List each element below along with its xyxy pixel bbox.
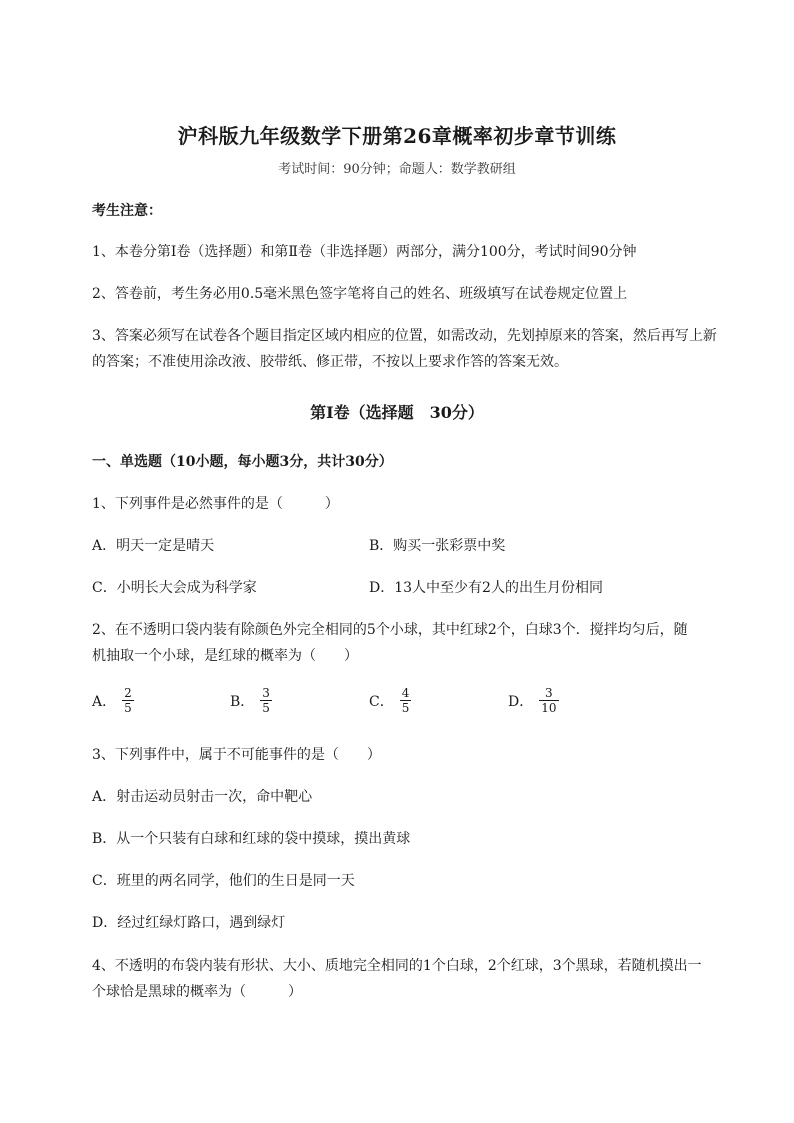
question-3-option-b: B．从一个只装有白球和红球的袋中摸球，摸出黄球 <box>92 831 411 847</box>
option-label: D． <box>508 693 534 710</box>
notice-item: 2、答卷前，考生务必用0.5毫米黑色签字笔将自己的姓名、班级填写在试卷规定位置上 <box>92 286 628 302</box>
question-1-stem: 1、下列事件是必然事件的是（ ） <box>92 496 339 512</box>
notice-item: 3、答案必须写在试卷各个题目指定区域内相应的位置，如需改动，先划掉原来的答案，然后再写上新 <box>92 328 717 344</box>
part-heading: 一、单选题（10小题，每小题3分，共计30分） <box>92 454 393 470</box>
question-3-option-d: D．经过红绿灯路口，遇到绿灯 <box>92 915 286 931</box>
question-2-option-d <box>508 686 559 715</box>
question-4-stem: 个球恰是黑球的概率为（ ） <box>92 984 302 1000</box>
fraction-numerator: 3 <box>539 686 558 701</box>
question-3-stem: 3、下列事件中，属于不可能事件的是（ ） <box>92 747 381 763</box>
question-1-option-b: B．购买一张彩票中奖 <box>369 538 506 554</box>
question-1-option-a: A．明天一定是晴天 <box>92 538 215 554</box>
question-3-option-c: C．班里的两名同学，他们的生日是同一天 <box>92 873 355 889</box>
fraction <box>122 686 134 715</box>
section-title: 第Ⅰ卷（选择题 30分） <box>310 403 484 422</box>
question-2-option-b <box>230 686 272 715</box>
fraction-denominator: 5 <box>401 701 410 715</box>
option-label: B． <box>230 693 255 710</box>
fraction-denominator: 5 <box>262 701 270 715</box>
fraction <box>400 686 412 715</box>
question-2-option-c <box>369 686 411 715</box>
option-label: C． <box>369 693 394 710</box>
fraction <box>260 686 272 715</box>
page-title: 沪科版九年级数学下册第26章概率初步章节训练 <box>177 124 617 148</box>
fraction-numerator: 2 <box>124 686 132 700</box>
fraction-denominator: 10 <box>541 701 557 715</box>
question-2-stem: 2、在不透明口袋内装有除颜色外完全相同的5个小球，其中红球2个，白球3个．搅拌均匀后，随 <box>92 622 688 638</box>
question-2-option-a <box>92 686 134 715</box>
fraction-numerator: 3 <box>262 686 270 700</box>
question-2-stem: 机抽取一个小球，是红球的概率为（ ） <box>92 648 358 664</box>
question-1-option-d: D．13人中至少有2人的出生月份相同 <box>369 580 603 596</box>
question-3-option-a: A．射击运动员射击一次，命中靶心 <box>92 789 313 805</box>
notice-heading: 考生注意： <box>92 203 162 219</box>
fraction-numerator: 4 <box>401 686 410 700</box>
exam-subtitle: 考试时间：90分钟；命题人：数学教研组 <box>278 162 516 177</box>
notice-item: 的答案；不准使用涂改液、胶带纸、修正带，不按以上要求作答的答案无效。 <box>92 354 568 370</box>
fraction <box>539 686 558 715</box>
notice-item: 1、本卷分第Ⅰ卷（选择题）和第Ⅱ卷（非选择题）两部分，满分100分，考试时间90分钟 <box>92 244 637 260</box>
option-label: A． <box>92 693 117 710</box>
fraction-denominator: 5 <box>124 701 132 715</box>
question-4-stem: 4、不透明的布袋内装有形状、大小、质地完全相同的1个白球，2个红球，3个黑球，若随机摸出一 <box>92 958 702 974</box>
question-1-option-c: C．小明长大会成为科学家 <box>92 580 257 596</box>
